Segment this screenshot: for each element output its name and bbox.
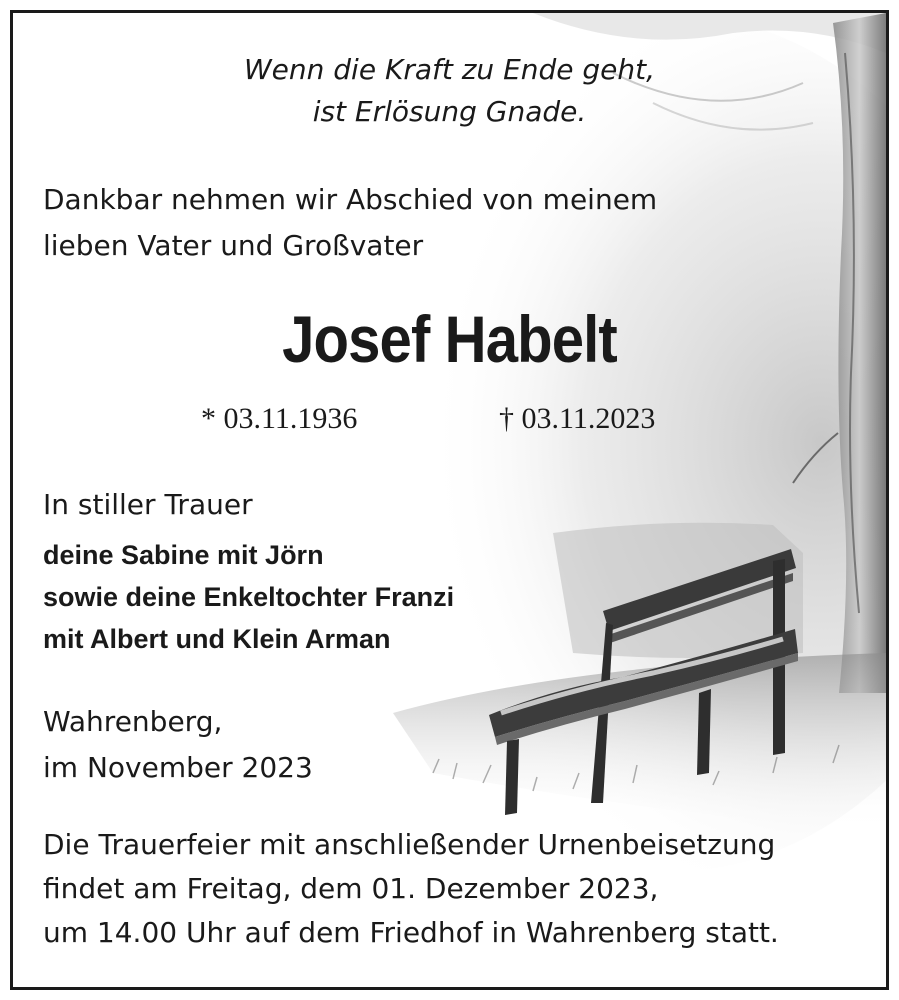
obituary-notice	[10, 10, 889, 990]
deceased-name: Josef Habelt	[282, 302, 617, 376]
memorial-motto	[13, 49, 886, 133]
mourner-name: mit Albert und Klein Arman	[43, 624, 391, 654]
place-line: Wahrenberg,	[43, 705, 223, 738]
mourning-heading: In stiller Trauer	[43, 488, 253, 521]
ceremony-line: findet am Freitag, dem 01. Dezember 2023,	[43, 872, 659, 905]
ceremony-line: Die Trauerfeier mit anschließender Urnenbeisetzung	[43, 828, 776, 861]
intro-line: lieben Vater und Großvater	[43, 229, 424, 262]
birth-date: * 03.11.1936	[201, 402, 358, 435]
mourner-name: sowie deine Enkeltochter Franzi	[43, 582, 455, 612]
mourner-name: deine Sabine mit Jörn	[43, 540, 324, 570]
farewell-intro	[43, 177, 657, 269]
ceremony-line: um 14.00 Uhr auf dem Friedhof in Wahrenberg statt.	[43, 916, 779, 949]
motto-line: Wenn die Kraft zu Ende geht,	[243, 53, 656, 86]
death-date: † 03.11.2023	[499, 402, 656, 435]
motto-line: ist Erlösung Gnade.	[312, 95, 587, 128]
funeral-ceremony-info	[43, 823, 779, 955]
place-and-date	[43, 699, 313, 791]
intro-line: Dankbar nehmen wir Abschied von meinem	[43, 183, 658, 216]
date-line: im November 2023	[43, 751, 313, 784]
